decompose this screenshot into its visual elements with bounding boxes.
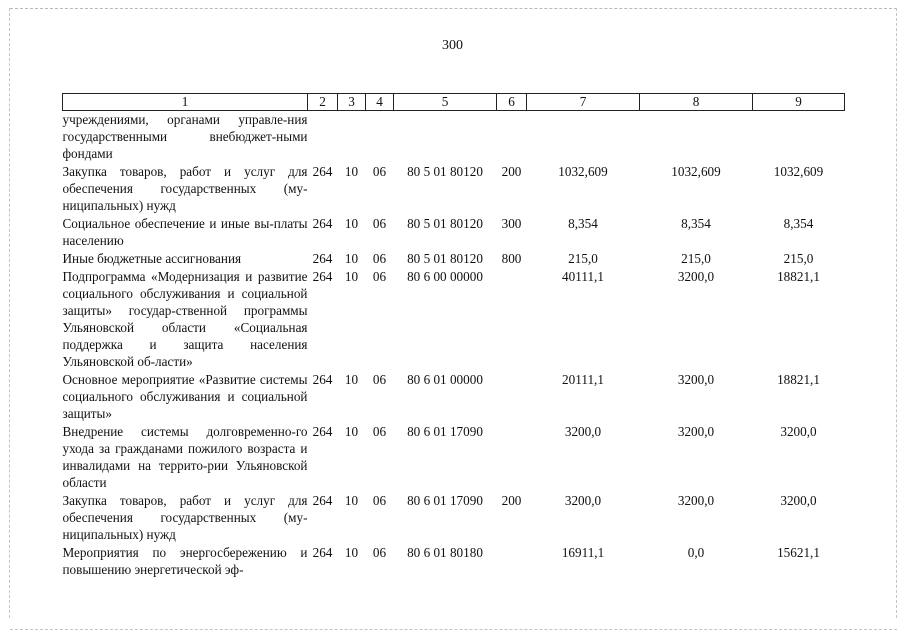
row-ministry: 264 <box>312 164 333 179</box>
row-expense-type <box>497 371 527 423</box>
row-subsection: 06 <box>372 164 387 179</box>
row-target-code: 80 6 01 00000 <box>407 372 483 387</box>
header-col-6: 6 <box>497 94 527 111</box>
row-subsection <box>366 111 394 164</box>
row-ministry: 264 <box>312 372 333 387</box>
row-target-code: 80 6 01 17090 <box>407 493 483 508</box>
row-section: 10 <box>344 545 359 560</box>
scan-border-bottom <box>10 629 897 630</box>
row-target-code: 80 6 01 17090 <box>407 424 483 439</box>
header-col-1: 1 <box>63 94 308 111</box>
row-name: Подпрограмма «Модернизация и развитие социального обслуживания и социальной защиты» государ-ственной программы Ульяновской области «Социальная поддержка и защита населения Ульяновской об-ласти» <box>62 269 308 369</box>
row-expense-type <box>497 544 527 579</box>
row-target-code: 80 6 00 00000 <box>407 269 483 284</box>
table-row <box>63 492 845 544</box>
row-ministry: 264 <box>312 216 333 231</box>
header-col-5: 5 <box>394 94 497 111</box>
row-amount-3: 18821,1 <box>777 269 820 284</box>
table-row <box>63 371 845 423</box>
header-row <box>63 94 845 111</box>
row-subsection: 06 <box>372 493 387 508</box>
row-subsection: 06 <box>372 545 387 560</box>
row-amount-2: 8,354 <box>681 216 711 231</box>
row-target-code: 80 6 01 80180 <box>407 545 483 560</box>
page-number: 300 <box>442 38 463 53</box>
row-amount-3: 15621,1 <box>777 545 820 560</box>
row-ministry: 264 <box>312 493 333 508</box>
row-section: 10 <box>344 164 359 179</box>
table-row <box>63 268 845 371</box>
row-amount-1 <box>527 111 640 164</box>
header-col-8: 8 <box>640 94 753 111</box>
row-name: Внедрение системы долговременно-го ухода за гражданами пожилого возраста и инвалидами на террито-рии Ульяновской области <box>62 424 308 490</box>
row-ministry: 264 <box>312 424 333 439</box>
row-section <box>338 111 366 164</box>
row-amount-2 <box>640 111 753 164</box>
row-name: Социальное обеспечение и иные вы-платы населению <box>62 216 308 248</box>
row-amount-2: 3200,0 <box>677 424 715 439</box>
row-expense-type: 200 <box>501 493 522 508</box>
table-row <box>63 423 845 492</box>
row-subsection: 06 <box>372 269 387 284</box>
row-target-code <box>394 111 497 164</box>
row-subsection: 06 <box>372 424 387 439</box>
row-amount-1: 8,354 <box>568 216 598 231</box>
row-section: 10 <box>344 493 359 508</box>
scan-border-left <box>9 8 10 618</box>
row-target-code: 80 5 01 80120 <box>407 216 483 231</box>
row-expense-type <box>497 268 527 371</box>
row-section: 10 <box>344 372 359 387</box>
row-amount-1: 40111,1 <box>562 269 604 284</box>
row-name: Иные бюджетные ассигнования <box>62 251 242 266</box>
header-col-2: 2 <box>308 94 338 111</box>
row-amount-1: 215,0 <box>568 251 598 266</box>
row-amount-1: 3200,0 <box>564 424 602 439</box>
row-amount-1: 20111,1 <box>562 372 604 387</box>
row-name: учреждениями, органами управле-ния государственными внебюджет-ными фондами <box>62 112 308 161</box>
row-amount-2: 3200,0 <box>677 269 715 284</box>
header-col-3: 3 <box>338 94 366 111</box>
scan-border-top <box>10 8 897 9</box>
table-row <box>63 111 845 164</box>
row-expense-type: 200 <box>501 164 522 179</box>
table-row <box>63 163 845 215</box>
row-subsection: 06 <box>372 251 387 266</box>
row-amount-3: 8,354 <box>783 216 814 231</box>
row-expense-type <box>497 423 527 492</box>
row-section: 10 <box>344 424 359 439</box>
row-amount-3: 1032,609 <box>773 164 824 179</box>
row-expense-type: 300 <box>501 216 522 231</box>
row-amount-2: 0,0 <box>687 545 705 560</box>
budget-table <box>62 93 845 579</box>
header-col-4: 4 <box>366 94 394 111</box>
row-name: Закупка товаров, работ и услуг для обеспечения государственных (му-ниципальных) нужд <box>62 493 308 542</box>
row-target-code: 80 5 01 80120 <box>407 251 483 266</box>
row-amount-3: 3200,0 <box>780 493 817 508</box>
row-expense-type <box>497 111 527 164</box>
row-ministry: 264 <box>312 269 333 284</box>
row-amount-3: 18821,1 <box>777 372 820 387</box>
table-row <box>63 250 845 268</box>
row-amount-2: 3200,0 <box>677 372 715 387</box>
row-name: Закупка товаров, работ и услуг для обеспечения государственных (му-ниципальных) нужд <box>62 164 308 213</box>
row-section: 10 <box>344 251 359 266</box>
row-subsection: 06 <box>372 216 387 231</box>
row-name: Мероприятия по энергосбережению и повышению энергетической эф- <box>62 545 308 577</box>
header-col-7: 7 <box>527 94 640 111</box>
row-amount-3: 215,0 <box>783 251 814 266</box>
row-section: 10 <box>344 269 359 284</box>
row-ministry: 264 <box>312 545 333 560</box>
row-name: Основное мероприятие «Развитие системы социального обслуживания и социальной защиты» <box>62 372 308 421</box>
row-amount-3: 3200,0 <box>780 424 817 439</box>
row-section: 10 <box>344 216 359 231</box>
scan-border-right <box>896 8 897 618</box>
header-col-9: 9 <box>753 94 845 111</box>
row-amount-2: 3200,0 <box>677 493 715 508</box>
row-expense-type: 800 <box>501 251 522 266</box>
row-amount-1: 16911,1 <box>561 545 605 560</box>
row-amount-1: 3200,0 <box>564 493 602 508</box>
row-amount-2: 215,0 <box>681 251 711 266</box>
row-amount-1: 1032,609 <box>558 164 608 179</box>
row-target-code: 80 5 01 80120 <box>407 164 483 179</box>
row-amount-2: 1032,609 <box>671 164 721 179</box>
row-subsection: 06 <box>372 372 387 387</box>
table-row <box>63 215 845 250</box>
row-amount-3 <box>753 111 845 164</box>
row-ministry <box>308 111 338 164</box>
table-row <box>63 544 845 579</box>
row-ministry: 264 <box>312 251 333 266</box>
